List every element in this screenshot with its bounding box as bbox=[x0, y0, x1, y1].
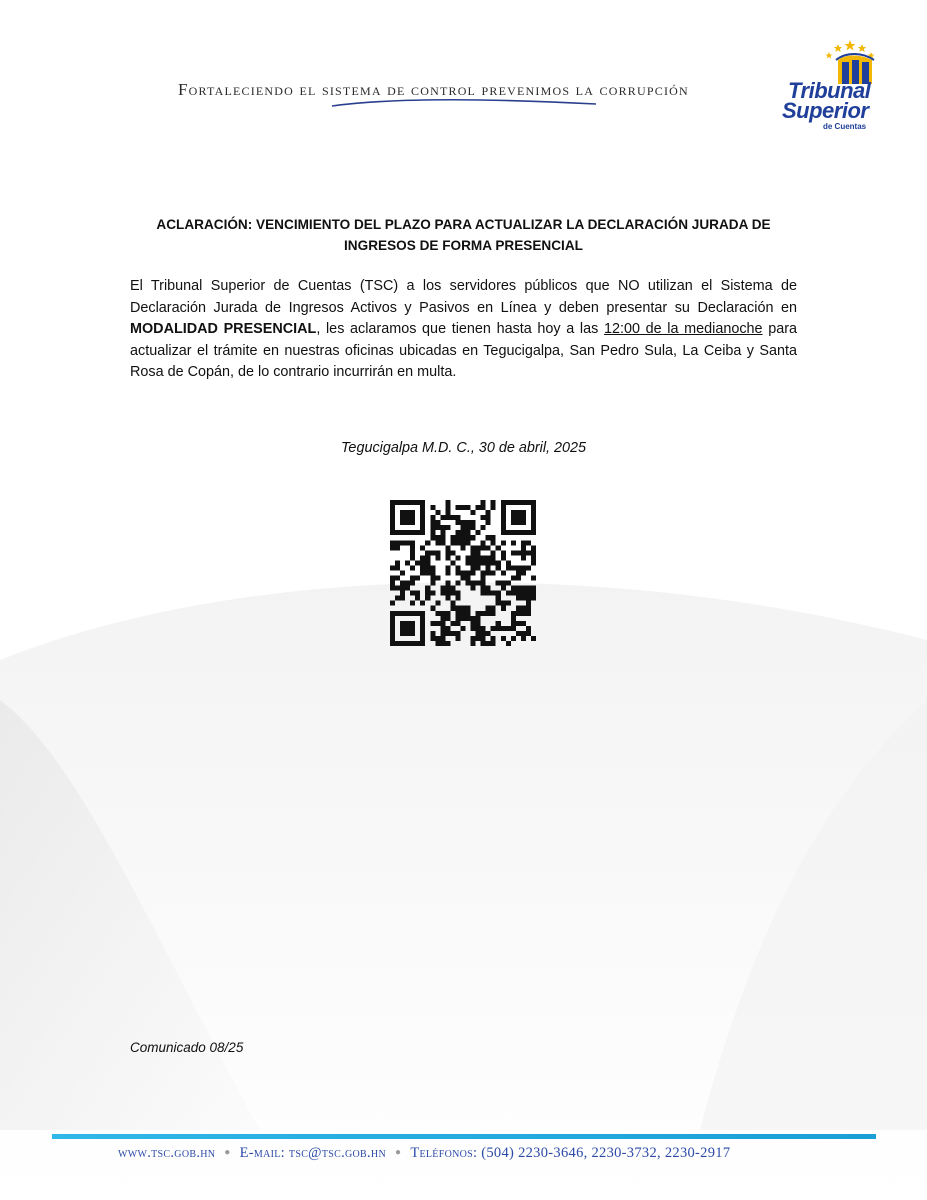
document-body bbox=[130, 276, 797, 384]
body-text-part-3: para actualizar el trámite en nuestras oficinas ubicadas en Tegucigalpa, San Pedro Sula, La Ceiba y Santa Rosa de Copán, de lo contrario incurrirán en multa. bbox=[130, 321, 797, 381]
slogan-part-3: la corrupción bbox=[570, 80, 689, 99]
communique-number: Comunicado 08/25 bbox=[130, 1040, 244, 1055]
footer-divider bbox=[52, 1134, 876, 1139]
tsc-logo bbox=[780, 38, 892, 138]
logo-word-de-cuentas: de Cuentas bbox=[823, 122, 867, 131]
logo-word-superior: Superior bbox=[782, 98, 869, 123]
body-bold-modalidad: MODALIDAD PRESENCIAL bbox=[130, 321, 317, 338]
qr-code[interactable] bbox=[390, 500, 536, 646]
footer-contact bbox=[118, 1145, 838, 1162]
slogan-part-1: Fortaleciendo el sistema de control bbox=[178, 80, 482, 99]
footer-phones: Teléfonos: (504) 2230-3646, 2230-3732, 2230-2917 bbox=[410, 1145, 731, 1161]
body-text-part-1: El Tribunal Superior de Cuentas (TSC) a los servidores públicos que NO utilizan el Sistema de Declaración Jurada de Ingresos Activos y Pasivos en Línea y deben presentar su Declaración en bbox=[130, 278, 797, 316]
footer-separator-icon: ● bbox=[394, 1147, 402, 1158]
slogan-underline-stroke bbox=[330, 96, 598, 110]
footer-separator-icon: ● bbox=[224, 1147, 231, 1158]
logo-word-tribunal: Tribunal bbox=[788, 78, 871, 103]
footer-email-link[interactable]: E-mail: tsc@tsc.gob.hn bbox=[239, 1145, 386, 1161]
document-title: ACLARACIÓN: VENCIMIENTO DEL PLAZO PARA ACTUALIZAR LA DECLARACIÓN JURADA DE INGRESOS DE FORMA PRESENCIAL bbox=[156, 217, 771, 253]
slogan-part-2: prevenimos bbox=[481, 80, 571, 99]
document-date: Tegucigalpa M.D. C., 30 de abril, 2025 bbox=[340, 440, 587, 456]
body-text-part-2: , les aclaramos que tienen hasta hoy a las bbox=[316, 321, 604, 338]
footer-website-link[interactable]: www.tsc.gob.hn bbox=[118, 1145, 216, 1161]
body-underline-deadline: 12:00 de la medianoche bbox=[603, 321, 763, 338]
